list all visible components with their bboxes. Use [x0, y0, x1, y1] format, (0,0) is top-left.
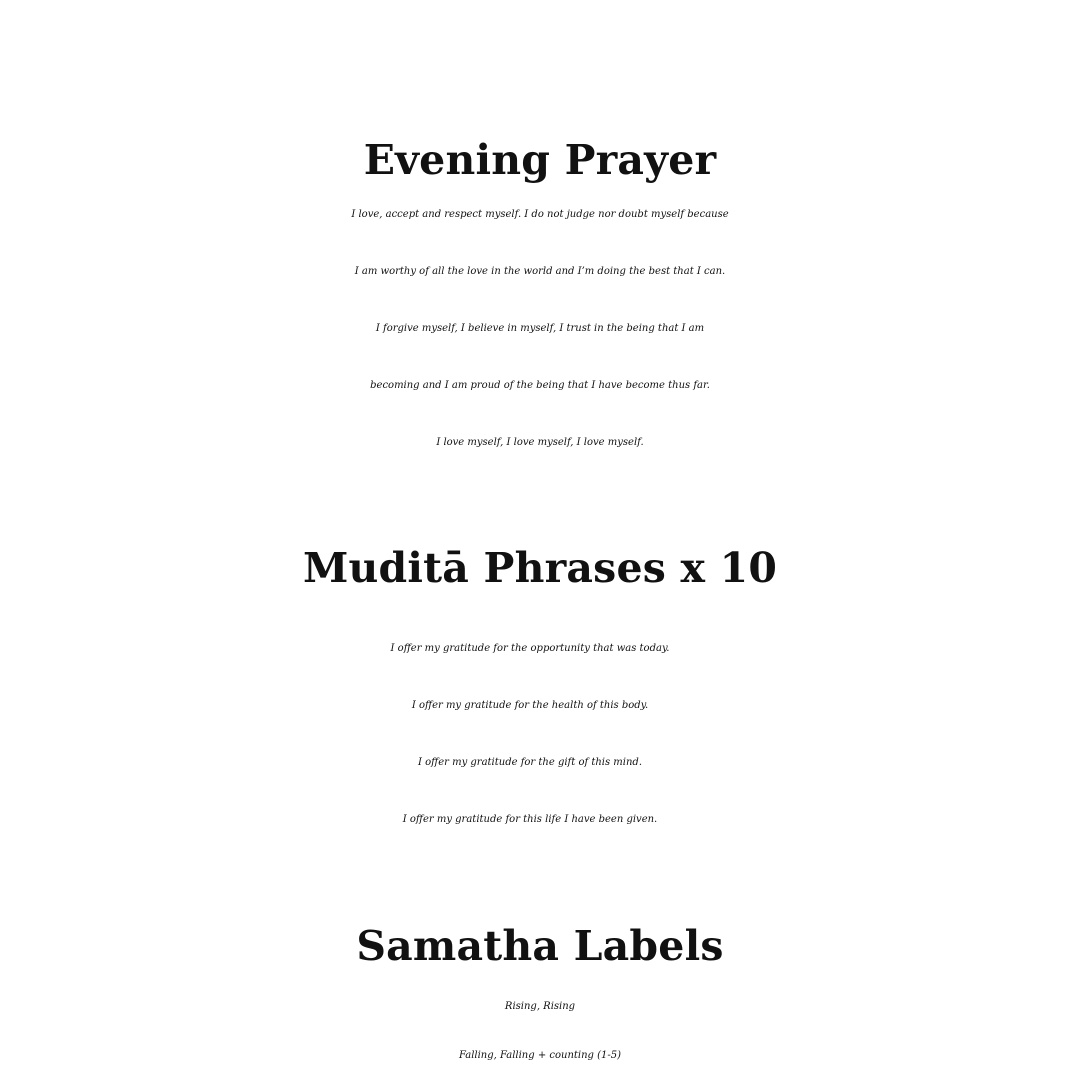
- evening-prayer-line: I forgive myself, I believe in myself, I trust in the being that I am: [375, 323, 705, 334]
- mudita-phrase-line: I offer my gratitude for the opportunity that was today.: [390, 643, 670, 654]
- mudita-phrases-section: [0, 542, 1080, 848]
- evening-prayer-line: I love, accept and respect myself. I do not judge nor doubt myself because: [351, 209, 729, 220]
- mudita-phrases-title: Muditā Phrases x 10: [302, 544, 778, 592]
- evening-prayer-line: becoming and I am proud of the being that I have become thus far.: [370, 380, 710, 391]
- mudita-phrase-line: I offer my gratitude for this life I have been given.: [402, 814, 658, 825]
- evening-prayer-title: Evening Prayer: [363, 136, 717, 184]
- samatha-label-line: Falling, Falling + counting (1-5): [458, 1050, 622, 1061]
- samatha-label-line: Rising, Rising: [504, 1001, 576, 1012]
- evening-prayer-line: I love myself, I love myself, I love myself.: [436, 437, 644, 448]
- mudita-phrase-line: I offer my gratitude for the health of this body.: [411, 700, 649, 711]
- evening-prayer-line: I am worthy of all the love in the world and I’m doing the best that I can.: [354, 266, 726, 277]
- samatha-labels-text: [0, 982, 1080, 1080]
- evening-prayer-section: [0, 134, 1080, 471]
- evening-prayer-text: [0, 186, 1080, 471]
- mudita-phrases-text: [0, 620, 1070, 848]
- mudita-phrase-line: I offer my gratitude for the gift of this mind.: [417, 757, 643, 768]
- samatha-labels-section: [0, 920, 1080, 1080]
- samatha-labels-title: Samatha Labels: [356, 922, 724, 970]
